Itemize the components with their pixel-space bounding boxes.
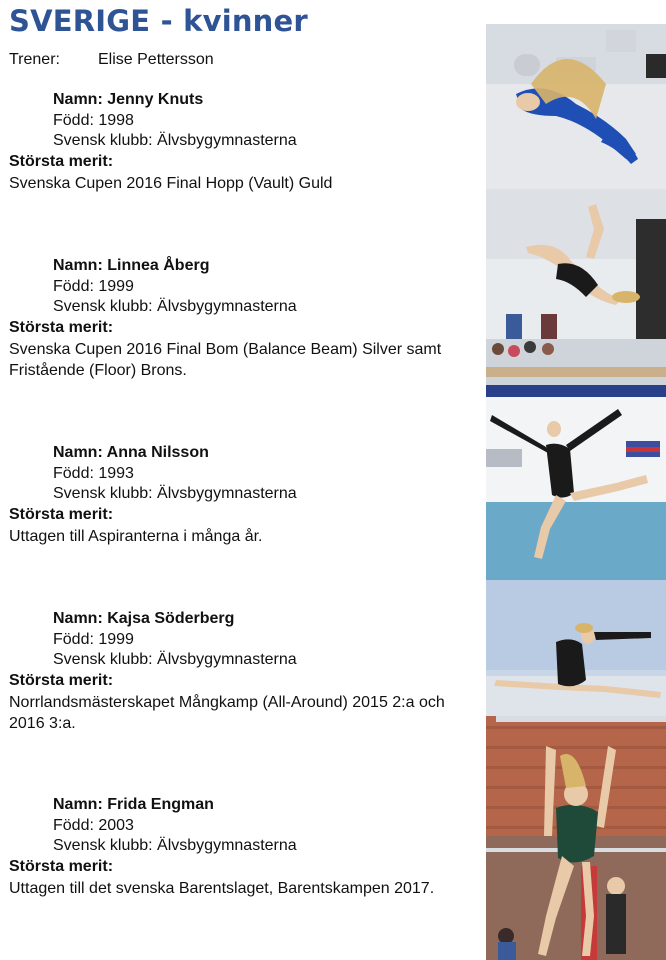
athlete-born: Född: 1999 [53, 630, 134, 648]
merit-text: Norrlandsmästerskapet Mångkamp (All-Around) 2015 2:a och 2016 3:a. [9, 693, 445, 732]
athlete-club: Svensk klubb: Älvsbygymnasterna [53, 837, 297, 855]
merit-heading: Största merit: [9, 506, 114, 524]
merit-heading: Största merit: [9, 153, 114, 171]
athlete-born: Född: 1993 [53, 464, 134, 482]
merit-text: Uttagen till det svenska Barentslaget, Barentskampen 2017. [9, 879, 435, 897]
page-title: SVERIGE - kvinner [9, 4, 308, 38]
athlete-club: Svensk klubb: Älvsbygymnasterna [53, 298, 297, 316]
trainer-name: Elise Pettersson [98, 51, 214, 68]
athlete-born: Född: 2003 [53, 816, 134, 834]
athlete-photo-split [486, 580, 666, 716]
athlete-photo-beam [486, 189, 666, 397]
trainer-label: Trener: [9, 51, 60, 68]
athlete-club: Svensk klubb: Älvsbygymnasterna [53, 651, 297, 669]
athlete-photo-bars [486, 716, 666, 960]
athlete-entry [9, 795, 479, 899]
merit-text: Uttagen till Aspiranterna i många år. [9, 527, 263, 545]
athlete-club: Svensk klubb: Älvsbygymnasterna [53, 132, 297, 150]
photo-column [486, 24, 666, 960]
athlete-born: Född: 1998 [53, 111, 134, 129]
athlete-born: Född: 1999 [53, 277, 134, 295]
athlete-club: Svensk klubb: Älvsbygymnasterna [53, 485, 297, 503]
athlete-photo-vault [486, 24, 666, 189]
athlete-entry [9, 256, 479, 381]
merit-heading: Största merit: [9, 858, 114, 876]
athlete-entry [9, 443, 479, 547]
athlete-name: Namn: Kajsa Söderberg [53, 610, 235, 627]
merit-heading: Största merit: [9, 319, 114, 337]
athlete-name: Namn: Linnea Åberg [53, 257, 210, 274]
athlete-entry [9, 90, 479, 194]
athlete-name: Namn: Frida Engman [53, 796, 214, 813]
athlete-name: Namn: Jenny Knuts [53, 91, 204, 108]
merit-heading: Största merit: [9, 672, 114, 690]
athlete-photo-floor [486, 397, 666, 580]
athlete-name: Namn: Anna Nilsson [53, 444, 209, 461]
trainer-line [9, 51, 214, 69]
merit-text: Svenska Cupen 2016 Final Bom (Balance Beam) Silver samt Fristående (Floor) Brons. [9, 340, 442, 379]
merit-text: Svenska Cupen 2016 Final Hopp (Vault) Guld [9, 174, 333, 192]
athlete-entry [9, 609, 479, 734]
